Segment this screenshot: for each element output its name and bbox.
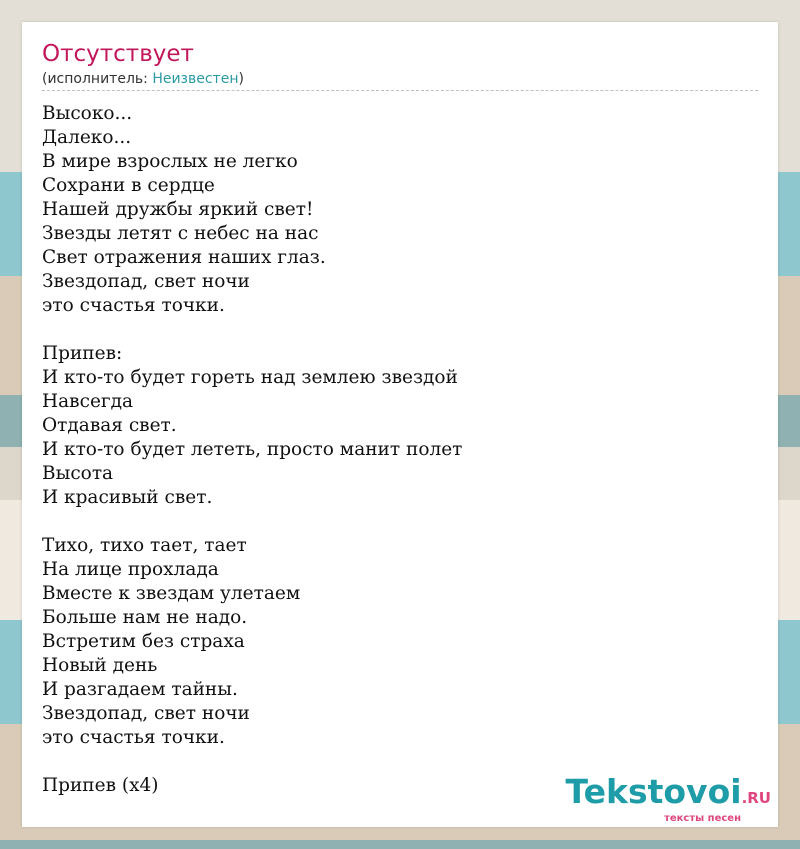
stanza-gap bbox=[42, 318, 562, 342]
lyric-line: В мире взрослых не легко bbox=[42, 151, 298, 172]
song-title: Отсутствует bbox=[42, 41, 194, 67]
lyric-line: Далеко... bbox=[42, 127, 132, 148]
lyric-line: Больше нам не надо. bbox=[42, 607, 248, 628]
artist-suffix: ) bbox=[238, 71, 244, 87]
lyric-line: Звездопад, свет ночи bbox=[42, 703, 250, 724]
lyric-line: Высота bbox=[42, 463, 114, 484]
divider bbox=[42, 90, 758, 91]
lyric-line: И разгадаем тайны. bbox=[42, 679, 238, 700]
lyric-line: И кто-то будет гореть над землею звездой bbox=[42, 367, 458, 388]
lyric-line: это счастья точки. bbox=[42, 295, 225, 316]
lyric-line: Звездопад, свет ночи bbox=[42, 271, 250, 292]
lyric-line: Высоко... bbox=[42, 103, 133, 124]
stanza-gap bbox=[42, 750, 562, 774]
lyric-line: Припев: bbox=[42, 343, 123, 364]
lyric-line: Звезды летят с небес на нас bbox=[42, 223, 319, 244]
logo-tagline: тексты песен bbox=[664, 813, 741, 824]
lyrics-card bbox=[22, 22, 778, 827]
lyric-line: это счастья точки. bbox=[42, 727, 225, 748]
artist-link[interactable]: Неизвестен bbox=[152, 71, 239, 87]
lyric-line: Нашей дружбы яркий свет! bbox=[42, 199, 314, 220]
lyric-line: Встретим без страха bbox=[42, 631, 245, 652]
background-stripe bbox=[0, 840, 800, 849]
logo-wordmark bbox=[565, 772, 771, 814]
lyric-line: Тихо, тихо тает, тает bbox=[42, 535, 247, 556]
lyric-line: Новый день bbox=[42, 655, 158, 676]
stanza-gap bbox=[42, 510, 562, 534]
lyric-line: Свет отражения наших глаз. bbox=[42, 247, 326, 268]
lyric-line: И кто-то будет лететь, просто манит полет bbox=[42, 439, 463, 460]
logo-tld: .RU bbox=[741, 789, 771, 807]
lyric-line: Припев (x4) bbox=[42, 775, 159, 796]
site-logo[interactable] bbox=[565, 772, 771, 824]
lyric-line: Сохрани в сердце bbox=[42, 175, 215, 196]
lyric-line: На лице прохлада bbox=[42, 559, 219, 580]
lyric-line: Вместе к звездам улетаем bbox=[42, 583, 301, 604]
logo-name: Tekstovoi bbox=[565, 772, 742, 811]
artist-line bbox=[42, 71, 244, 87]
lyrics-text bbox=[42, 102, 562, 798]
lyric-line: Отдавая свет. bbox=[42, 415, 177, 436]
artist-prefix: (исполнитель: bbox=[42, 71, 153, 87]
lyric-line: И красивый свет. bbox=[42, 487, 213, 508]
lyric-line: Навсегда bbox=[42, 391, 134, 412]
